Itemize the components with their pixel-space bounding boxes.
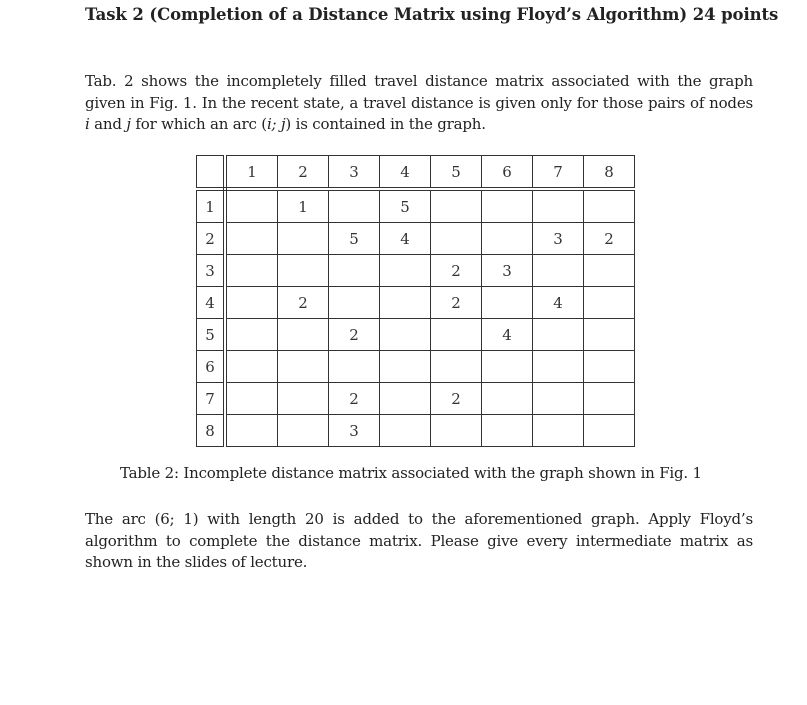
matrix-cell: 4 bbox=[482, 319, 533, 351]
matrix-cell bbox=[225, 415, 278, 447]
matrix-cell bbox=[431, 415, 482, 447]
table-row bbox=[197, 189, 635, 223]
matrix-cell bbox=[380, 255, 431, 287]
matrix-cell bbox=[482, 351, 533, 383]
matrix-cell bbox=[533, 255, 584, 287]
matrix-cell bbox=[533, 383, 584, 415]
matrix-cell bbox=[225, 351, 278, 383]
task-paragraph: The arc (6; 1) with length 20 is added to the aforementioned graph. Apply Floyd’s algorithm to complete the distance matrix. Please give every intermediate matrix as shown in the slides of lecture. bbox=[85, 510, 753, 571]
matrix-cell bbox=[380, 287, 431, 319]
matrix-cell bbox=[533, 351, 584, 383]
row-header: 5 bbox=[197, 319, 226, 351]
intro-and: and bbox=[89, 115, 127, 133]
matrix-cell bbox=[482, 189, 533, 223]
intro-rest: for which an arc ( bbox=[130, 115, 267, 133]
matrix-cell bbox=[584, 255, 635, 287]
table-row bbox=[197, 319, 635, 351]
table-row bbox=[197, 255, 635, 287]
matrix-cell bbox=[225, 287, 278, 319]
matrix-cell: 5 bbox=[329, 223, 380, 255]
table-row bbox=[197, 415, 635, 447]
matrix-cell: 2 bbox=[431, 383, 482, 415]
matrix-cell bbox=[533, 415, 584, 447]
matrix-cell bbox=[584, 319, 635, 351]
matrix-cell bbox=[584, 383, 635, 415]
matrix-cell bbox=[482, 383, 533, 415]
matrix-cell: 3 bbox=[482, 255, 533, 287]
matrix-cell bbox=[225, 189, 278, 223]
distance-matrix bbox=[196, 155, 635, 447]
matrix-cell: 3 bbox=[533, 223, 584, 255]
column-header: 7 bbox=[533, 156, 584, 190]
table-row bbox=[197, 287, 635, 319]
matrix-cell: 4 bbox=[380, 223, 431, 255]
var-j: j bbox=[126, 115, 131, 133]
column-header: 5 bbox=[431, 156, 482, 190]
table-row bbox=[197, 383, 635, 415]
arc-ij: i; j bbox=[266, 115, 286, 133]
row-header: 7 bbox=[197, 383, 226, 415]
matrix-cell bbox=[278, 319, 329, 351]
matrix-cell bbox=[482, 223, 533, 255]
row-header: 2 bbox=[197, 223, 226, 255]
matrix-cell bbox=[380, 383, 431, 415]
matrix-cell bbox=[278, 223, 329, 255]
matrix-cell bbox=[225, 255, 278, 287]
matrix-cell: 2 bbox=[278, 287, 329, 319]
header-row bbox=[197, 156, 635, 190]
matrix-cell bbox=[431, 189, 482, 223]
matrix-cell bbox=[329, 287, 380, 319]
intro-paragraph bbox=[85, 71, 753, 136]
column-header: 8 bbox=[584, 156, 635, 190]
matrix-cell bbox=[380, 351, 431, 383]
matrix-cell bbox=[278, 415, 329, 447]
matrix-cell: 2 bbox=[329, 383, 380, 415]
matrix-cell: 3 bbox=[329, 415, 380, 447]
row-header: 6 bbox=[197, 351, 226, 383]
matrix-cell bbox=[329, 189, 380, 223]
matrix-cell bbox=[329, 255, 380, 287]
table-row bbox=[197, 223, 635, 255]
matrix-cell: 5 bbox=[380, 189, 431, 223]
table-caption: Table 2: Incomplete distance matrix associated with the graph shown in Fig. 1 bbox=[120, 464, 702, 482]
column-header: 6 bbox=[482, 156, 533, 190]
matrix-cell bbox=[584, 189, 635, 223]
column-header: 1 bbox=[225, 156, 278, 190]
matrix-cell bbox=[225, 223, 278, 255]
matrix-cell bbox=[431, 223, 482, 255]
matrix-cell: 2 bbox=[431, 255, 482, 287]
matrix-cell bbox=[329, 351, 380, 383]
matrix-cell bbox=[482, 287, 533, 319]
row-header: 1 bbox=[197, 189, 226, 223]
task-title: Task 2 (Completion of a Distance Matrix using Floyd’s Algorithm) 24 points bbox=[85, 5, 779, 24]
matrix-cell bbox=[431, 319, 482, 351]
row-header: 4 bbox=[197, 287, 226, 319]
var-i: i bbox=[85, 115, 90, 133]
row-header: 8 bbox=[197, 415, 226, 447]
matrix-cell bbox=[533, 189, 584, 223]
column-header: 4 bbox=[380, 156, 431, 190]
intro-end: ) is contained in the graph. bbox=[285, 115, 486, 133]
row-header: 3 bbox=[197, 255, 226, 287]
matrix-cell: 2 bbox=[329, 319, 380, 351]
matrix-cell bbox=[431, 351, 482, 383]
corner-cell bbox=[197, 156, 226, 190]
matrix-cell bbox=[225, 383, 278, 415]
matrix-cell bbox=[278, 383, 329, 415]
matrix-cell bbox=[380, 415, 431, 447]
matrix-cell: 2 bbox=[431, 287, 482, 319]
intro-text: Tab. 2 shows the incompletely filled travel distance matrix associated with the graph given in Fig. 1. In the recent state, a travel distance is given only for those pairs of nodes bbox=[85, 72, 753, 112]
matrix-cell: 4 bbox=[533, 287, 584, 319]
matrix-cell: 1 bbox=[278, 189, 329, 223]
matrix-cell: 2 bbox=[584, 223, 635, 255]
table-row bbox=[197, 351, 635, 383]
matrix-cell bbox=[482, 415, 533, 447]
matrix-cell bbox=[380, 319, 431, 351]
matrix-cell bbox=[584, 415, 635, 447]
column-header: 2 bbox=[278, 156, 329, 190]
matrix-cell bbox=[584, 287, 635, 319]
matrix-cell bbox=[533, 319, 584, 351]
column-header: 3 bbox=[329, 156, 380, 190]
matrix-cell bbox=[278, 351, 329, 383]
matrix-cell bbox=[225, 319, 278, 351]
matrix-cell bbox=[278, 255, 329, 287]
matrix-cell bbox=[584, 351, 635, 383]
